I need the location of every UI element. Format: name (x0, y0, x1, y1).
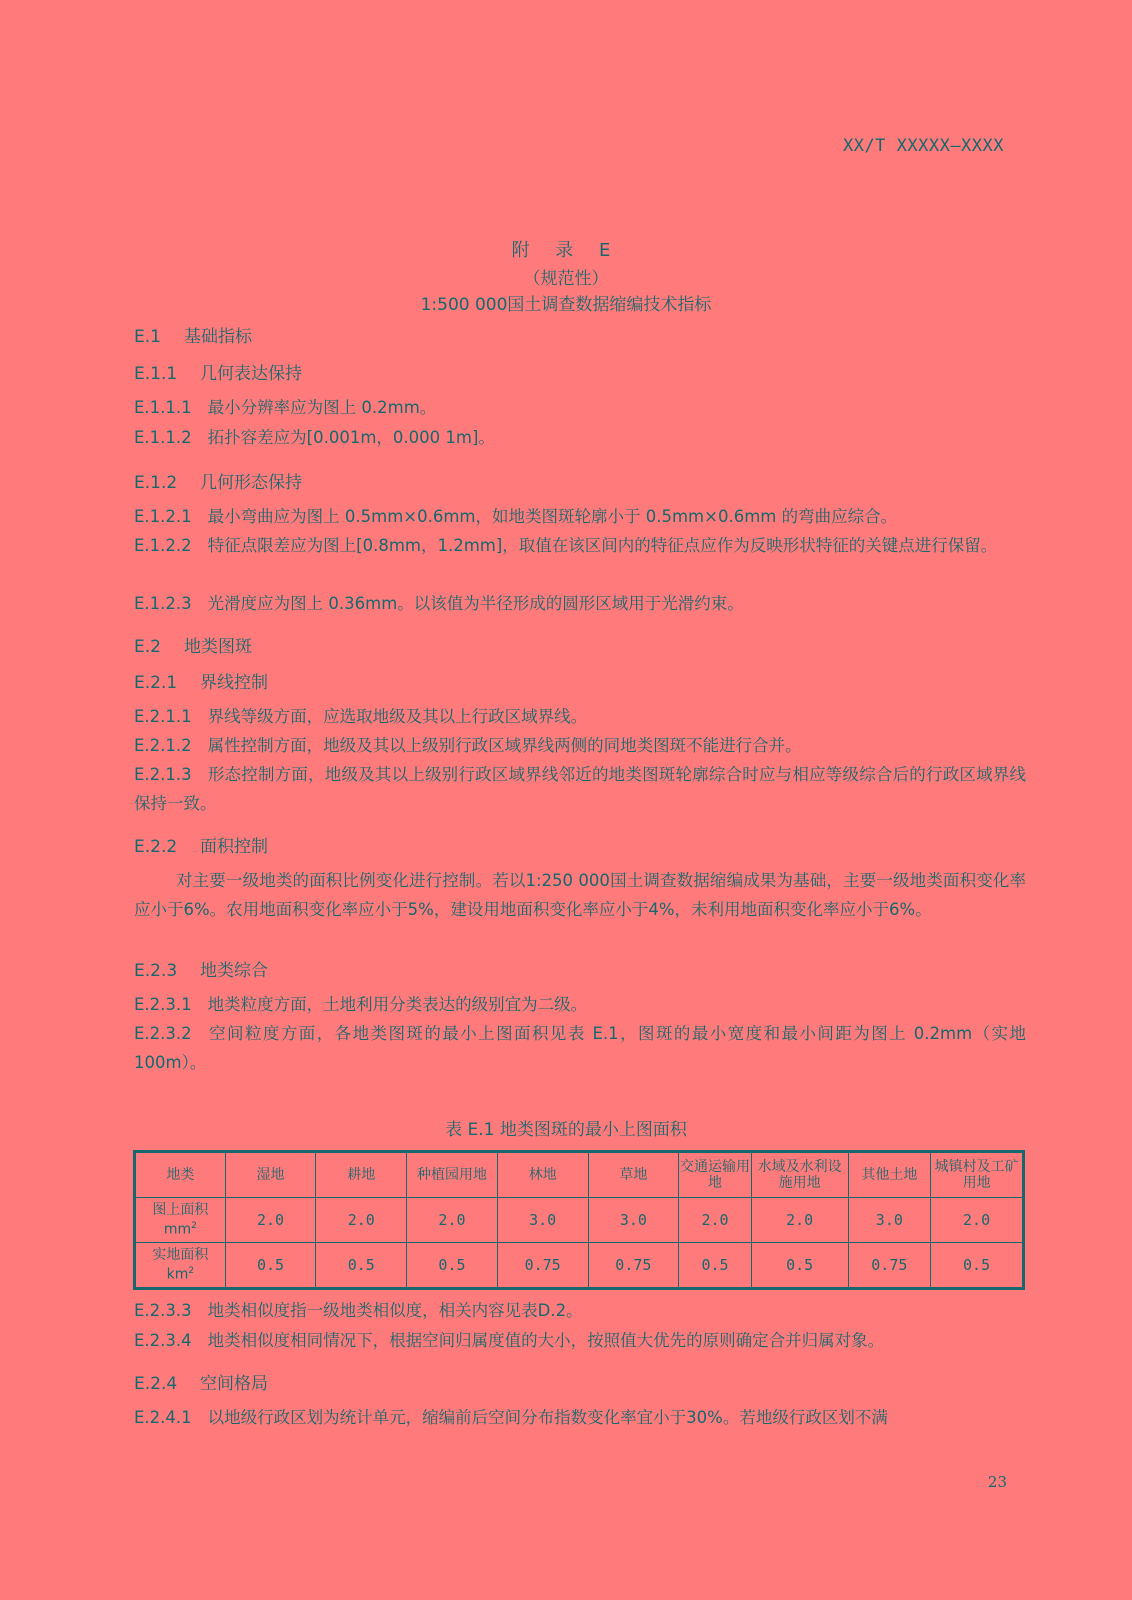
clause-e122: E.1.2.2 特征点限差应为图上[0.8mm，1.2mm]，取值在该区间内的特征点应作为反映形状特征的关键点进行保留。 (134, 536, 998, 555)
table-header-cell: 水域及水利设施用地 (751, 1152, 848, 1198)
table-cell: 0.5 (751, 1243, 848, 1289)
clause-e123: E.1.2.3 光滑度应为图上 0.36mm。以该值为半径形成的圆形区域用于光滑约束。 (134, 594, 744, 613)
appendix-subject: 1:500 000国土调查数据缩编技术指标 (420, 295, 712, 315)
table-cell: 0.75 (848, 1243, 931, 1289)
clause-e241: E.2.4.1 以地级行政区划为统计单元，缩编前后空间分布指数变化率宜小于30%。若地级行政区划不满 (134, 1408, 888, 1427)
table-cell: 2.0 (751, 1198, 848, 1243)
table-header-cell: 种植园用地 (407, 1152, 498, 1198)
table-cell: 0.5 (225, 1243, 316, 1289)
paragraph-e22: 对主要一级地类的面积比例变化进行控制。若以1:250 000国土调查数据缩编成果为基础，主要一级地类面积变化率应小于6%。农用地面积变化率应小于5%，建设用地面积变化率应小于4%，未利用地面积变化率应小于6%。 (134, 871, 1026, 919)
heading-e2: E.2 地类图斑 (134, 637, 252, 657)
table-title: 表 E.1 地类图斑的最小上图面积 (445, 1120, 687, 1140)
row-label-ground-area: 实地面积 $km^2$ (135, 1243, 226, 1289)
heading-e21: E.2.1 界线控制 (134, 673, 268, 693)
table-header-cell: 城镇村及工矿用地 (931, 1152, 1024, 1198)
heading-e22: E.2.2 面积控制 (134, 837, 268, 857)
clause-e112: E.1.1.2 拓扑容差应为[0.001m，0.000 1m]。 (134, 428, 495, 447)
table-header-cell: 湿地 (225, 1152, 316, 1198)
clause-e234: E.2.3.4 地类相似度相同情况下，根据空间归属度值的大小，按照值大优先的原则确定合并归属对象。 (134, 1331, 885, 1350)
table-cell: 2.0 (931, 1198, 1024, 1243)
table-cell: 0.75 (497, 1243, 588, 1289)
clause-e121: E.1.2.1 最小弯曲应为图上 0.5mm×0.6mm，如地类图斑轮廓小于 0.5mm×0.6mm 的弯曲应综合。 (134, 507, 898, 526)
row-label-map-area: 图上面积 $mm^2$ (135, 1198, 226, 1243)
table-cell: 0.5 (931, 1243, 1024, 1289)
heading-e1: E.1 基础指标 (134, 327, 252, 347)
page-number: 23 (987, 1473, 1007, 1491)
table-row (135, 1243, 1024, 1289)
table-row (135, 1198, 1024, 1243)
table-header-cell: 耕地 (316, 1152, 407, 1198)
table-header-cell: 林地 (497, 1152, 588, 1198)
clause-e211: E.2.1.1 界线等级方面，应选取地级及其以上行政区域界线。 (134, 707, 588, 726)
heading-e12: E.1.2 几何形态保持 (134, 473, 302, 493)
clause-e232: E.2.3.2 空间粒度方面，各地类图斑的最小上图面积见表 E.1，图斑的最小宽度和最小间距为图上 0.2mm（实地 100m）。 (134, 1024, 1026, 1072)
appendix-type: （规范性） (523, 269, 609, 289)
heading-e23: E.2.3 地类综合 (134, 961, 268, 981)
clause-e233: E.2.3.3 地类相似度指一级地类相似度，相关内容见表D.2。 (134, 1301, 583, 1320)
table-cell: 2.0 (407, 1198, 498, 1243)
table-cell: 2.0 (316, 1198, 407, 1243)
table-cell: 3.0 (588, 1198, 679, 1243)
table-cell: 2.0 (225, 1198, 316, 1243)
table-header-cell: 草地 (588, 1152, 679, 1198)
table-header-cell: 地类 (135, 1152, 226, 1198)
table-cell: 2.0 (679, 1198, 752, 1243)
document-code: XX/T XXXXX—XXXX (842, 136, 1004, 156)
table-cell: 0.5 (316, 1243, 407, 1289)
table-cell: 3.0 (848, 1198, 931, 1243)
clause-e213: E.2.1.3 形态控制方面，地级及其以上级别行政区域界线邻近的地类图斑轮廓综合时应与相应等级综合后的行政区域界线保持一致。 (134, 765, 1026, 813)
table-header-row (135, 1152, 1024, 1198)
table-cell: 0.5 (679, 1243, 752, 1289)
min-area-table (133, 1150, 1025, 1290)
clause-e212: E.2.1.2 属性控制方面，地级及其以上级别行政区域界线两侧的同地类图斑不能进行合并。 (134, 736, 802, 755)
table-cell: 0.75 (588, 1243, 679, 1289)
table-header-cell: 交通运输用地 (679, 1152, 752, 1198)
clause-e111: E.1.1.1 最小分辨率应为图上 0.2mm。 (134, 398, 437, 417)
table-cell: 3.0 (497, 1198, 588, 1243)
heading-e24: E.2.4 空间格局 (134, 1374, 268, 1394)
clause-e231: E.2.3.1 地类粒度方面，土地利用分类表达的级别宜为二级。 (134, 995, 588, 1014)
table-header-cell: 其他土地 (848, 1152, 931, 1198)
appendix-title: 附 录 E (511, 240, 621, 261)
table-cell: 0.5 (407, 1243, 498, 1289)
heading-e11: E.1.1 几何表达保持 (134, 364, 302, 384)
